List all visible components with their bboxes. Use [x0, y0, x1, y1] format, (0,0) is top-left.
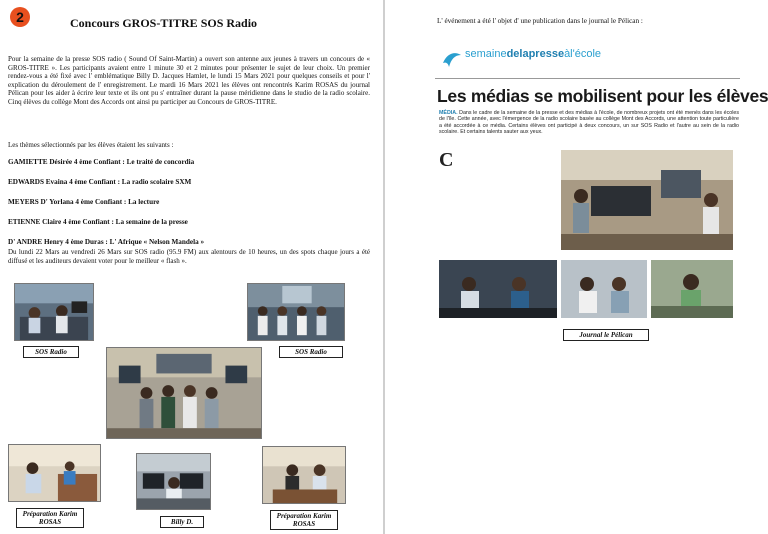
logo-part-3: àl'école — [564, 48, 602, 60]
caption-preparation-right: Préparation Karim ROSAS — [270, 510, 338, 530]
masthead-rule — [435, 78, 740, 79]
studio-group-photo — [106, 347, 262, 439]
dropcap-glyph: C — [439, 150, 454, 171]
caption-sos-radio-right: SOS Radio — [279, 346, 343, 358]
article-body-column — [439, 150, 557, 262]
publication-intro: L' événement a été l' objet d' une publication dans le journal le Pélican : — [437, 17, 643, 25]
page-title: Concours GROS-TITRE SOS Radio — [70, 16, 258, 30]
lead-text: Dans le cadre de la semaine de la presse et des médias à l'école, de nombreux projets ont été menés dans les écoles de l'île. Cette année, avec l'émergence de la radio scolaire basée au collège Mont des Accords, une attention toute particulière a été accordée à ce média. Certains élèves ont participé à deux concours, un sur SOS Radio et l'autre au sein de la radio scolaire. Et certains talents sauter aux yeux. — [439, 110, 739, 136]
article-masthead — [435, 40, 740, 80]
article-photo-bottom-3 — [651, 260, 733, 318]
caption-sos-radio-left: SOS Radio — [23, 346, 79, 358]
newspaper-article — [435, 40, 768, 318]
theme-item: GAMIETTE Désirée 4 ème Confiant : Le traité de concordia — [8, 158, 195, 166]
caption-preparation-left: Préparation Karim ROSAS — [16, 508, 84, 528]
article-lead — [439, 110, 739, 136]
theme-item: ETIENNE Claire 4 ème Confiant : La semaine de la presse — [8, 218, 188, 226]
themes-list — [8, 158, 370, 258]
right-page — [385, 0, 768, 534]
preparation-photo-left — [8, 444, 101, 502]
theme-item: D' ANDRE Henry 4 ème Duras : L' Afrique « Nelson Mandela » — [8, 238, 205, 246]
logo-part-2: delapresse — [506, 48, 565, 60]
page-number-badge: 2 — [10, 7, 30, 27]
article-body-text-block — [439, 150, 557, 260]
article-headline: Les médias se mobilisent pour les élèves — [437, 86, 768, 106]
lead-label: MÉDIA. — [439, 110, 458, 116]
sos-radio-photo-left — [14, 283, 94, 341]
billy-d-photo — [136, 453, 211, 510]
intro-paragraph: Pour la semaine de la presse SOS radio ( Sound Of Saint-Martin) a ouvert son antenne aux jeunes à travers un concours de « GROS-TITRE ». Les participants avaient entre 1 minute 30 et 2 minutes pour présenter le sujet de leur choix. Un premier rendez-vous a été fixé avec l' emblématique Billy D. Jacques Hamlet, le lundi 15 Mars 2021 pour quelques conseils et pour l' explication du déroulement de l' enregistrement. Le mardi 16 Mars 2021 les élèves ont rencontrés Karim ROSAS du journal Pélican pour les aider à écrire leur texte et ils ont pu s' entraîner durant la pause méridienne dans le studio de la radio scolaire. Cinq élèves du collège Mont des Accords ont ainsi pu participer au Concours de GROS-TITRE. — [8, 55, 370, 106]
broadcast-paragraph: Du lundi 22 Mars au vendredi 26 Mars sur SOS radio (95.9 FM) aux alentours de 10 heures, un des spots chaque jours a été diffusé et les auditeurs devaient voter pour le meilleur « flash ». — [8, 248, 370, 265]
article-photo-bottom-2 — [561, 260, 647, 318]
preparation-photo-right — [262, 446, 346, 504]
article-main-photo — [561, 150, 733, 250]
masthead-logo — [465, 48, 601, 60]
theme-item: EDWARDS Evaina 4 ème Confiant : La radio scolaire SXM — [8, 178, 192, 186]
bird-logo-icon — [441, 49, 463, 71]
theme-item: MEYERS D' Yorlana 4 ème Confiant : La lecture — [8, 198, 160, 206]
logo-part-1: semaine — [465, 48, 507, 60]
caption-billy-d: Billy D. — [160, 516, 204, 528]
article-photo-bottom-1 — [439, 260, 557, 318]
sos-radio-photo-right — [247, 283, 345, 341]
themes-heading: Les thèmes sélectionnés par les élèves étaient les suivants : — [8, 141, 174, 149]
caption-journal-pelican: Journal le Pélican — [563, 329, 649, 341]
